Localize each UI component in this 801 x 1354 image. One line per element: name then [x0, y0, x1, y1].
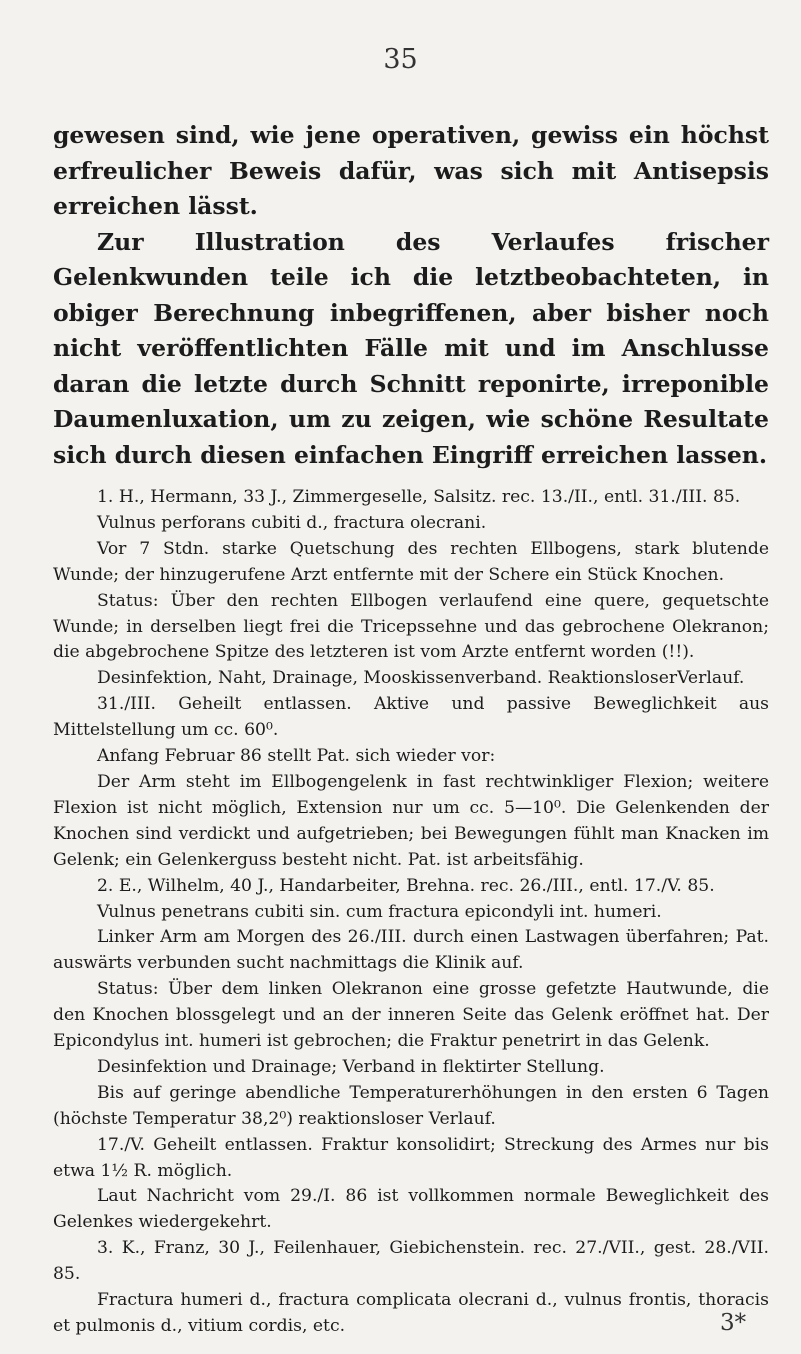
case-heading: 2. E., Wilhelm, 40 J., Handarbeiter, Brehna. rec. 26./III., entl. 17./V. 85.	[97, 875, 715, 896]
case-paragraph: Anfang Februar 86 stellt Pat. sich wieder vor:	[97, 746, 496, 767]
case-heading: 1. H., Hermann, 33 J., Zimmergeselle, Salsitz. rec. 13./II., entl. 31./III. 85.	[97, 487, 741, 507]
case-paragraph: Desinfektion und Drainage; Verband in flektirter Stellung.	[97, 1056, 605, 1077]
case-paragraph: Der Arm steht im Ellbogengelenk in fast rechtwinkliger Flexion; weitere Flexion ist nicht möglich, Extension nur um cc. 5—10⁰. Die Gelenkenden der Knochen sind verdickt und aufgetrieben; bei Bewegungen fühlt man Knacken im Gelenk; ein Gelenkerguss besteht nicht. Pat. ist arbeitsfähig.	[53, 771, 769, 870]
case-paragraph: Status: Über dem linken Olekranon eine grosse gefetzte Hautwunde, die den Knochen blossgelegt und an der inneren Seite das Gelenk eröffnet hat. Der Epicondylus int. humeri ist gebrochen; die Fraktur penetrirt in das Gelenk.	[53, 979, 769, 1052]
case-paragraph: 31./III. Geheilt entlassen. Aktive und passive Beweglichkeit aus Mittelstellung um cc. 60⁰.	[53, 694, 769, 741]
case-paragraph: Fractura humeri d., fractura complicata olecrani d., vulnus frontis, thoracis et pulmonis d., vitium cordis, etc.	[53, 1290, 769, 1336]
case-paragraph: Bis auf geringe abendliche Temperaturerhöhungen in den ersten 6 Tagen (höchste Temperatur 38,2⁰) reaktionsloser Verlauf.	[53, 1082, 769, 1129]
case-paragraph: Vulnus perforans cubiti d., fractura olecrani.	[97, 512, 487, 533]
case-heading: 3. K., Franz, 30 J., Feilenhauer, Giebichenstein. rec. 27./VII., gest. 28./VII. 85.	[53, 1238, 769, 1285]
intro-paragraph: gewesen sind, wie jene operativen, gewiss ein höchst erfreulicher Beweis dafür, was sich mit Antisepsis erreichen lässt.	[53, 121, 769, 220]
page-number: 35	[383, 44, 418, 75]
case-paragraph: Vor 7 Stdn. starke Quetschung des rechten Ellbogens, stark blutende Wunde; der hinzugerufene Arzt entfernte mit der Schere ein Stück Knochen.	[53, 538, 769, 585]
case-paragraph: 17./V. Geheilt entlassen. Fraktur konsolidirt; Streckung des Armes nur bis etwa 1½ R. möglich.	[53, 1134, 769, 1181]
case-paragraph: Status: Über den rechten Ellbogen verlaufend eine quere, gequetschte Wunde; in derselben liegt frei die Tricepssehne und das gebrochene Olekranon; die abgebrochene Spitze des letzteren ist vom Arzte entfernt worden (!!).	[53, 590, 769, 663]
case-paragraph: Linker Arm am Morgen des 26./III. durch einen Lastwagen überfahren; Pat. auswärts verbunden sucht nachmittags die Klinik auf.	[53, 927, 769, 974]
case-paragraph: Desinfektion, Naht, Drainage, Mooskissenverband. ReaktionsloserVerlauf.	[97, 668, 745, 689]
intro-text	[53, 118, 769, 473]
case-paragraph: Vulnus penetrans cubiti sin. cum fractura epicondyli int. humeri.	[97, 901, 662, 922]
case-reports	[53, 485, 769, 1340]
intro-paragraph: Zur Illustration des Verlaufes frischer Gelenkwunden teile ich die letztbeobachteten, in obiger Berechnung inbegriffenen, aber bisher noch nicht veröffentlichten Fälle mit und im Anschlusse daran die letzte durch Schnitt reponirte, irreponible Daumenluxation, um zu zeigen, wie schöne Resultate sich durch diesen einfachen Eingriff erreichen lassen.	[53, 227, 769, 469]
signature-mark: 3*	[720, 1310, 747, 1336]
case-paragraph: Laut Nachricht vom 29./I. 86 ist vollkommen normale Beweglichkeit des Gelenkes wiedergekehrt.	[53, 1186, 769, 1233]
